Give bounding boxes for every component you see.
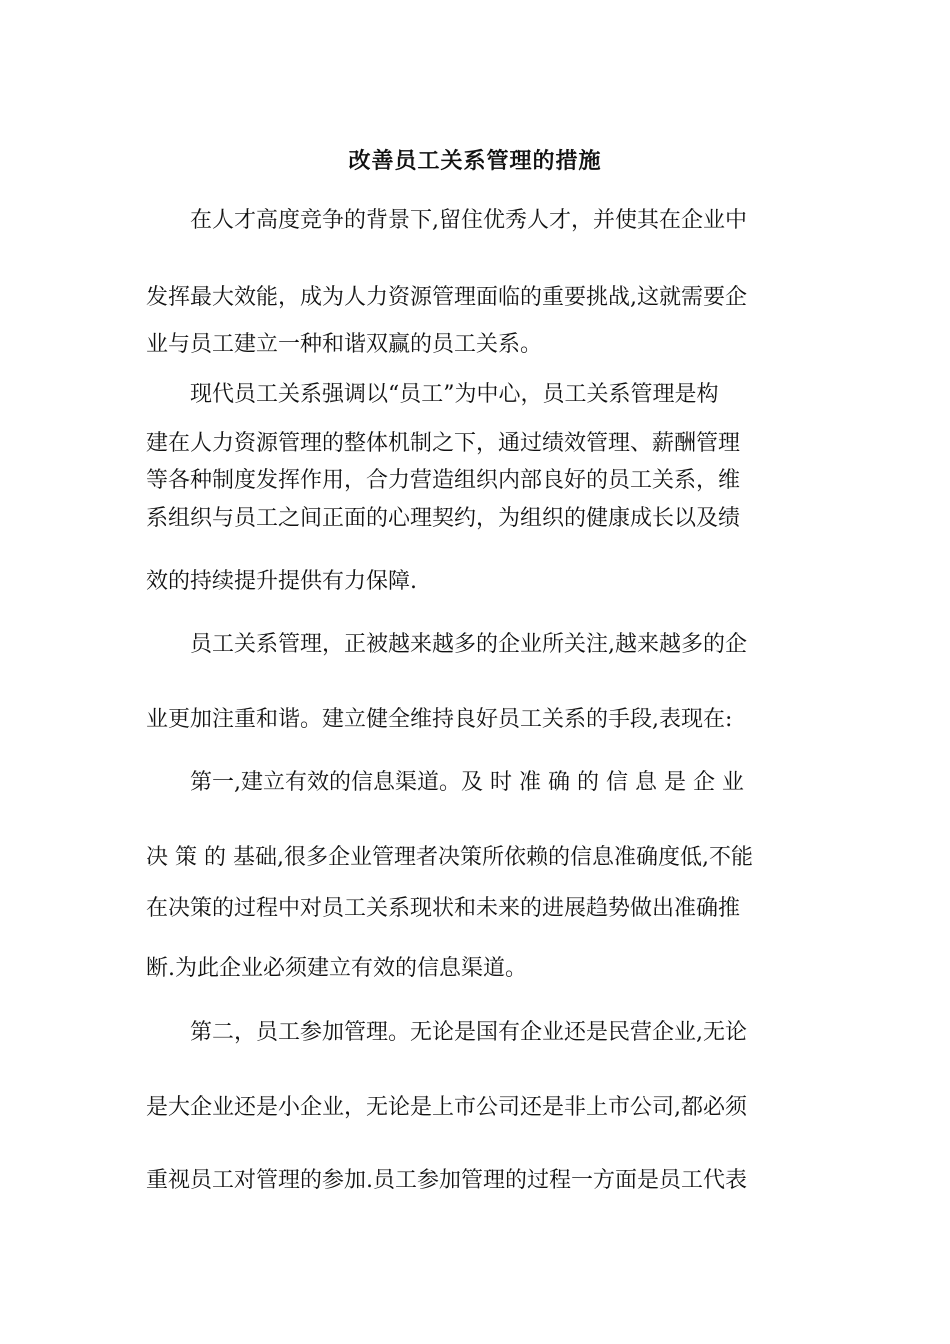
- text-line: 第二，员工参加管理。无论是国有企业还是民营企业,无论: [190, 1020, 747, 1045]
- text-line: 业与员工建立一种和谐双赢的员工关系。: [146, 332, 543, 357]
- text-line: 是大企业还是小企业，无论是上市公司还是非上市公司,都必须: [146, 1095, 747, 1120]
- document-title: 改善员工关系管理的措施: [348, 148, 602, 174]
- text-line: 在人才高度竞争的背景下,留住优秀人才，并使其在企业中: [190, 208, 747, 233]
- text-line: 发挥最大效能，成为人力资源管理面临的重要挑战,这就需要企: [146, 285, 747, 310]
- text-line: 建在人力资源管理的整体机制之下，通过绩效管理、薪酬管理: [146, 431, 741, 456]
- text-line: 员工关系管理，正被越来越多的企业所关注,越来越多的企: [190, 632, 747, 657]
- text-line: 决 策 的 基础,很多企业管理者决策所依赖的信息准确度低,不能: [146, 845, 753, 870]
- text-line: 断.为此企业必须建立有效的信息渠道。: [146, 956, 527, 981]
- text-line: 业更加注重和谐。建立健全维持良好员工关系的手段,表现在:: [146, 707, 733, 732]
- text-line: 第一,建立有效的信息渠道。及 时 准 确 的 信 息 是 企 业: [190, 770, 744, 795]
- text-line: 重视员工对管理的参加.员工参加管理的过程一方面是员工代表: [146, 1168, 747, 1193]
- text-line: 系组织与员工之间正面的心理契约，为组织的健康成长以及绩: [146, 506, 741, 531]
- text-line: 在决策的过程中对员工关系现状和未来的进展趋势做出准确推: [146, 896, 741, 921]
- text-line: 等各种制度发挥作用，合力营造组织内部良好的员工关系，维: [146, 468, 741, 493]
- text-line: 效的持续提升提供有力保障.: [146, 569, 417, 594]
- text-line: 现代员工关系强调以“员工”为中心，员工关系管理是构: [190, 382, 719, 407]
